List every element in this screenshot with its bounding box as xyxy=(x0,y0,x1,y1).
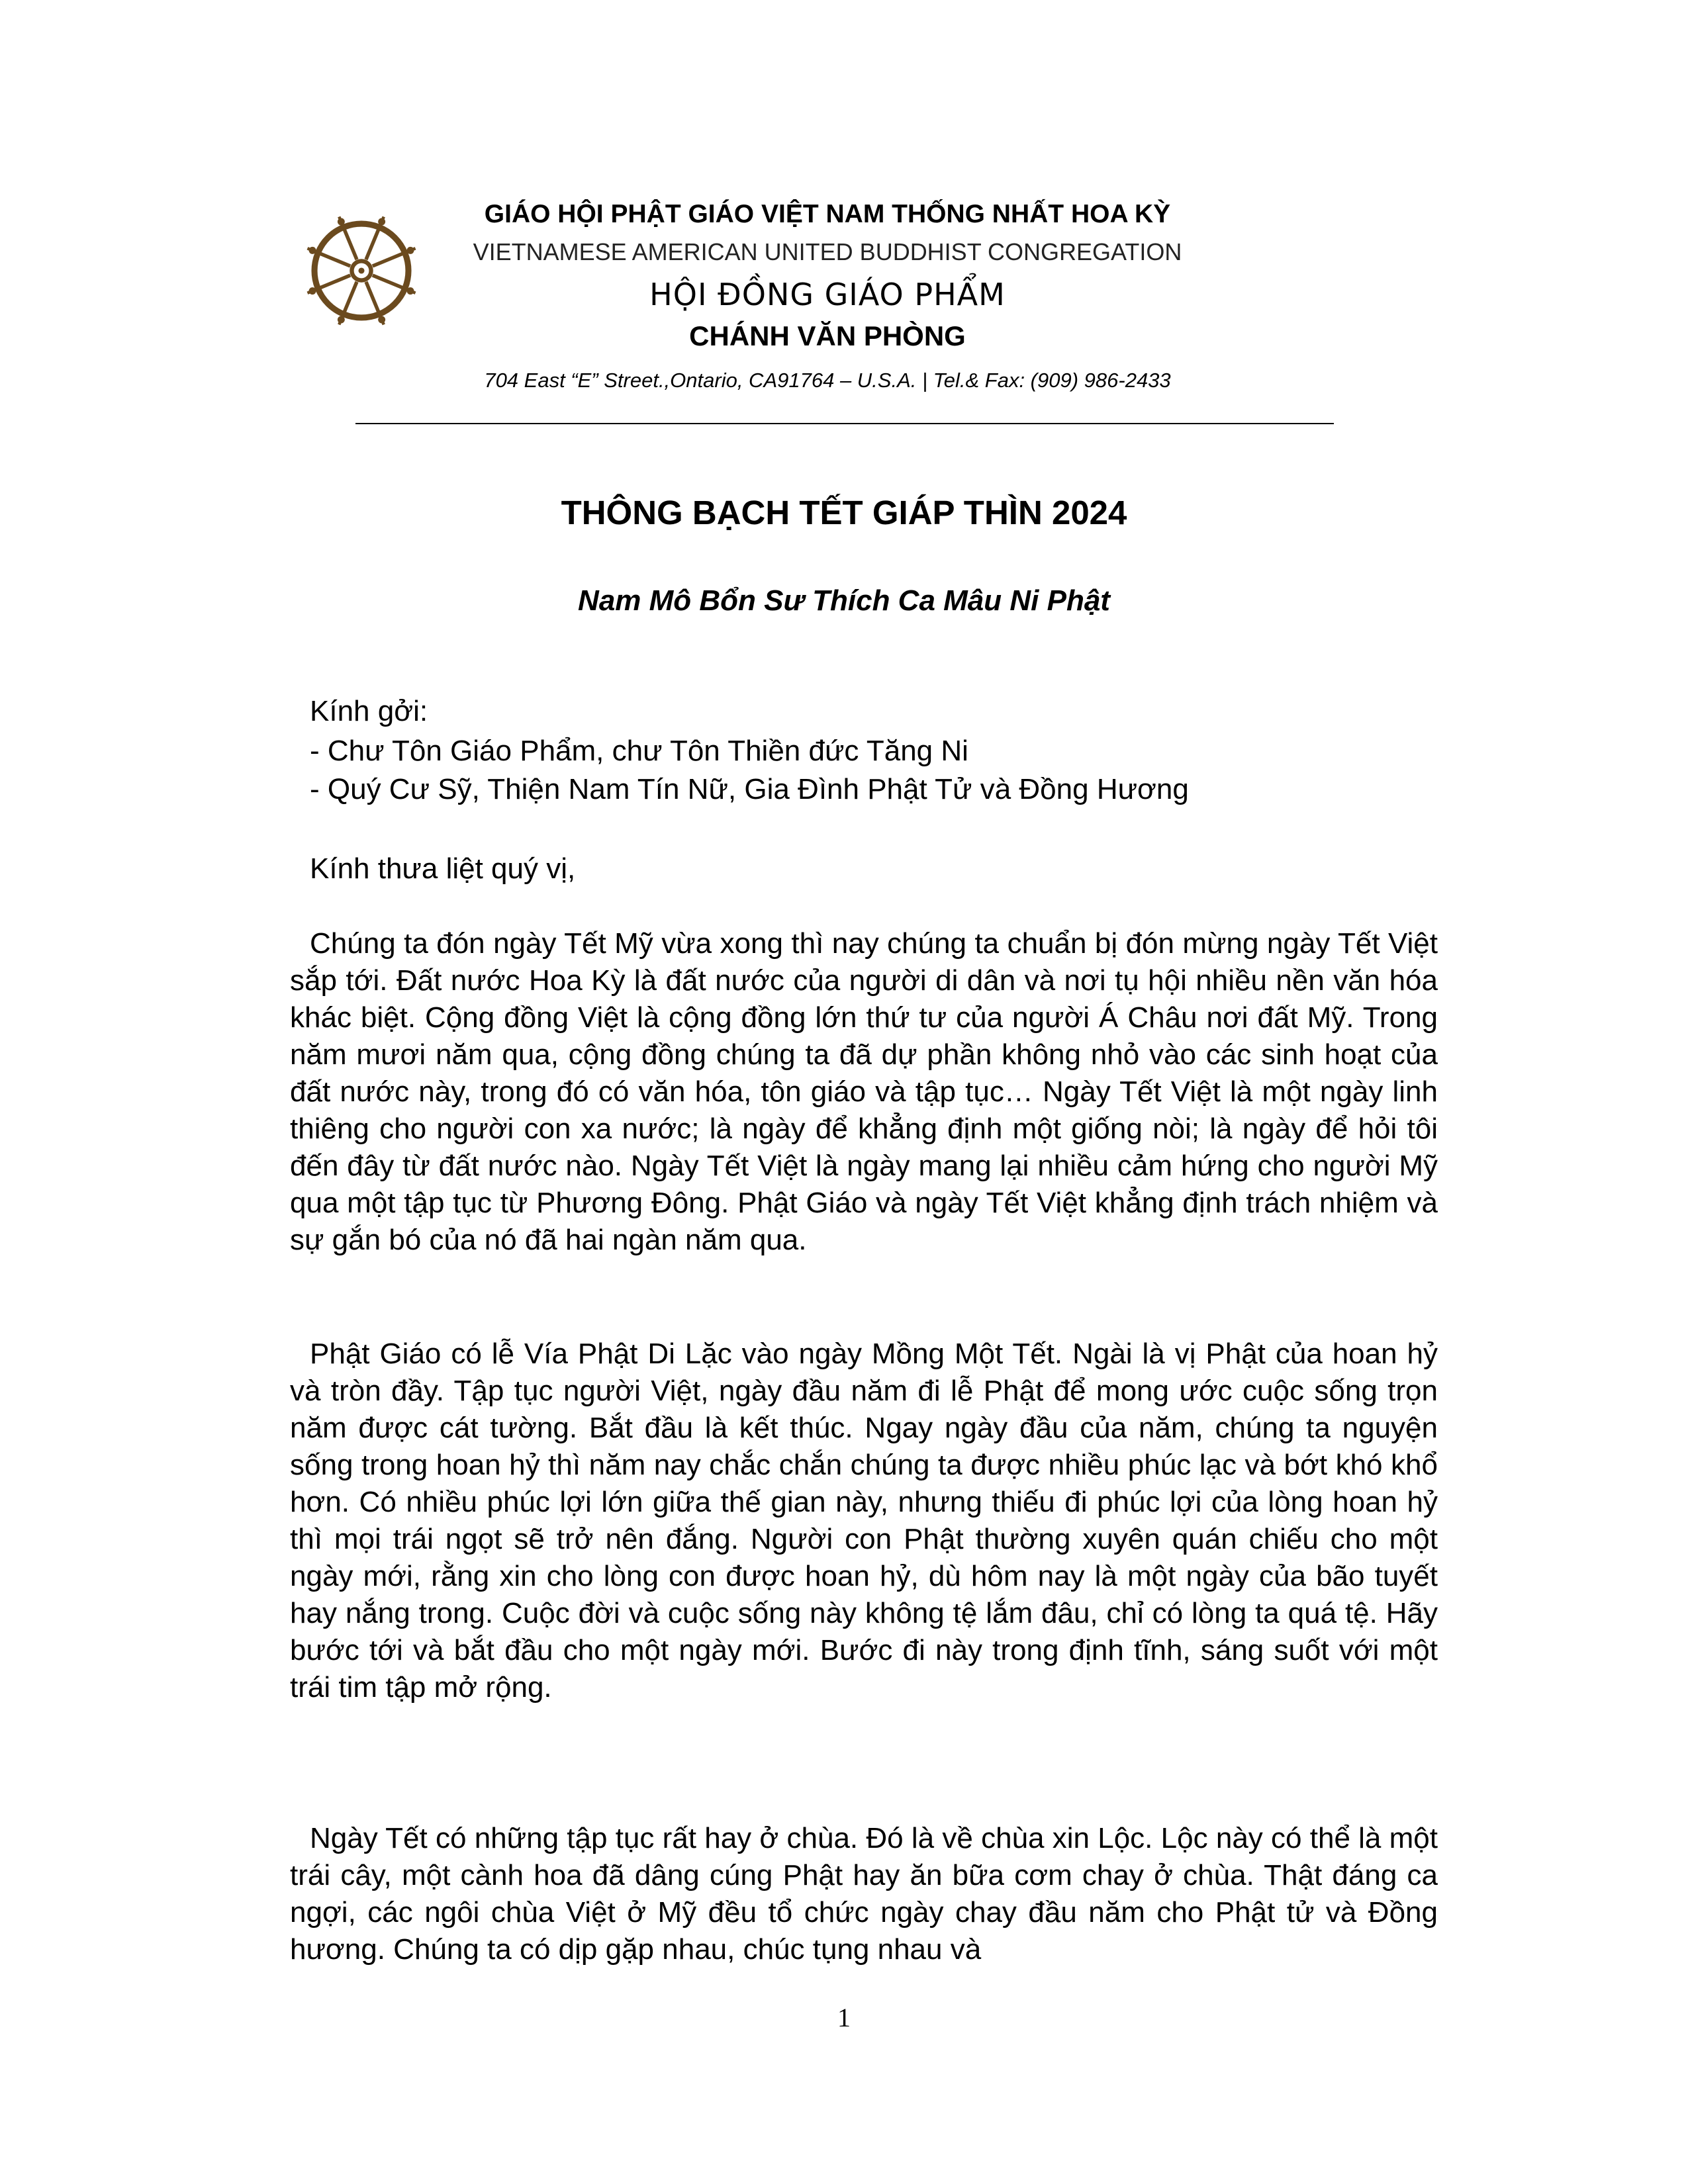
body-paragraph: Chúng ta đón ngày Tết Mỹ vừa xong thì nay chúng ta chuẩn bị đón mừng ngày Tết Việt sắp tới. Đất nước Hoa Kỳ là đất nước của người di dân và nơi tụ hội nhiều nền văn hóa khác biệt. Cộng đồng Việt là cộng đồng lớn thứ tư của người Á Châu nơi đất Mỹ. Trong năm mươi năm qua, cộng đồng chúng ta đã dự phần không nhỏ vào các sinh hoạt của đất nước này, trong đó có văn hóa, tôn giáo và tập tục… Ngày Tết Việt là một ngày linh thiêng cho người con xa nước; là ngày để khẳng định một giống nòi; là ngày để hỏi tôi đến đây từ đất nước nào. Ngày Tết Việt là ngày mang lại nhiều cảm hứng cho người Mỹ qua một tập tục từ Phương Đông. Phật Giáo và ngày Tết Việt khẳng định trách nhiệm và sự gắn bó của nó đã hai ngàn năm qua. xyxy=(290,927,1438,1256)
body-paragraph: Ngày Tết có những tập tục rất hay ở chùa. Đó là về chùa xin Lộc. Lộc này có thể là một trái cây, một cành hoa đã dâng cúng Phật hay ăn bữa cơm chay ở chùa. Thật đáng ca ngợi, các ngôi chùa Việt ở Mỹ đều tổ chức ngày chay đầu năm cho Phật tử và Đồng hương. Chúng ta có dịp gặp nhau, chúc tụng nhau và xyxy=(290,1822,1438,1966)
contact-address: 704 East “E” Street.,Ontario, CA91764 – U.S.A. | Tel.& Fax: (909) 986-2433 xyxy=(484,369,1171,392)
salutation-greeting: Kính gởi: xyxy=(310,695,428,727)
council-name: HỘI ĐỒNG GIÁO PHẨM xyxy=(649,277,1006,312)
recipient-line: - Quý Cư Sỹ, Thiện Nam Tín Nữ, Gia Đình Phật Tử và Đồng Hương xyxy=(310,773,1189,805)
office-name: CHÁNH VĂN PHÒNG xyxy=(689,320,966,351)
organization-name-vn: GIÁO HỘI PHẬT GIÁO VIỆT NAM THỐNG NHẤT HOA KỲ xyxy=(484,200,1171,228)
page-number: 1 xyxy=(837,2003,851,2032)
body-paragraph: Phật Giáo có lễ Vía Phật Di Lặc vào ngày Mồng Một Tết. Ngài là vị Phật của hoan hỷ và tròn đầy. Tập tục người Việt, ngày đầu năm đi lễ Phật để mong ước cuộc sống trọn năm được cát tường. Bắt đầu là kết thúc. Ngay ngày đầu của năm, chúng ta nguyện sống trong hoan hỷ thì năm nay chắc chắn chúng ta được nhiều phúc lạc và bớt khó khổ hơn. Có nhiều phúc lợi lớn giữa thế gian này, nhưng thiếu đi phúc lợi của lòng hoan hỷ thì mọi trái ngọt sẽ trở nên đắng. Người con Phật thường xuyên quán chiếu cho một ngày mới, rằng xin cho lòng con được hoan hỷ, dù hôm nay là một ngày của bão tuyết hay nắng trong. Cuộc đời và cuộc sống này không tệ lắm đâu, chỉ có lòng ta quá tệ. Hãy bước tới và bắt đầu cho một ngày mới. Bước đi này trong định tĩnh, sáng suốt với một trái tim tập mở rộng. xyxy=(290,1338,1438,1704)
document-subtitle: Nam Mô Bổn Sư Thích Ca Mâu Ni Phật xyxy=(578,584,1110,617)
salutation-address: Kính thưa liệt quý vị, xyxy=(310,852,576,885)
document-title: THÔNG BẠCH TẾT GIÁP THÌN 2024 xyxy=(561,494,1127,531)
header-divider xyxy=(355,423,1334,424)
recipient-line: - Chư Tôn Giáo Phẩm, chư Tôn Thiền đức Tăng Ni xyxy=(310,735,968,767)
organization-name-en: VIETNAMESE AMERICAN UNITED BUDDHIST CONGREGATION xyxy=(473,238,1182,265)
